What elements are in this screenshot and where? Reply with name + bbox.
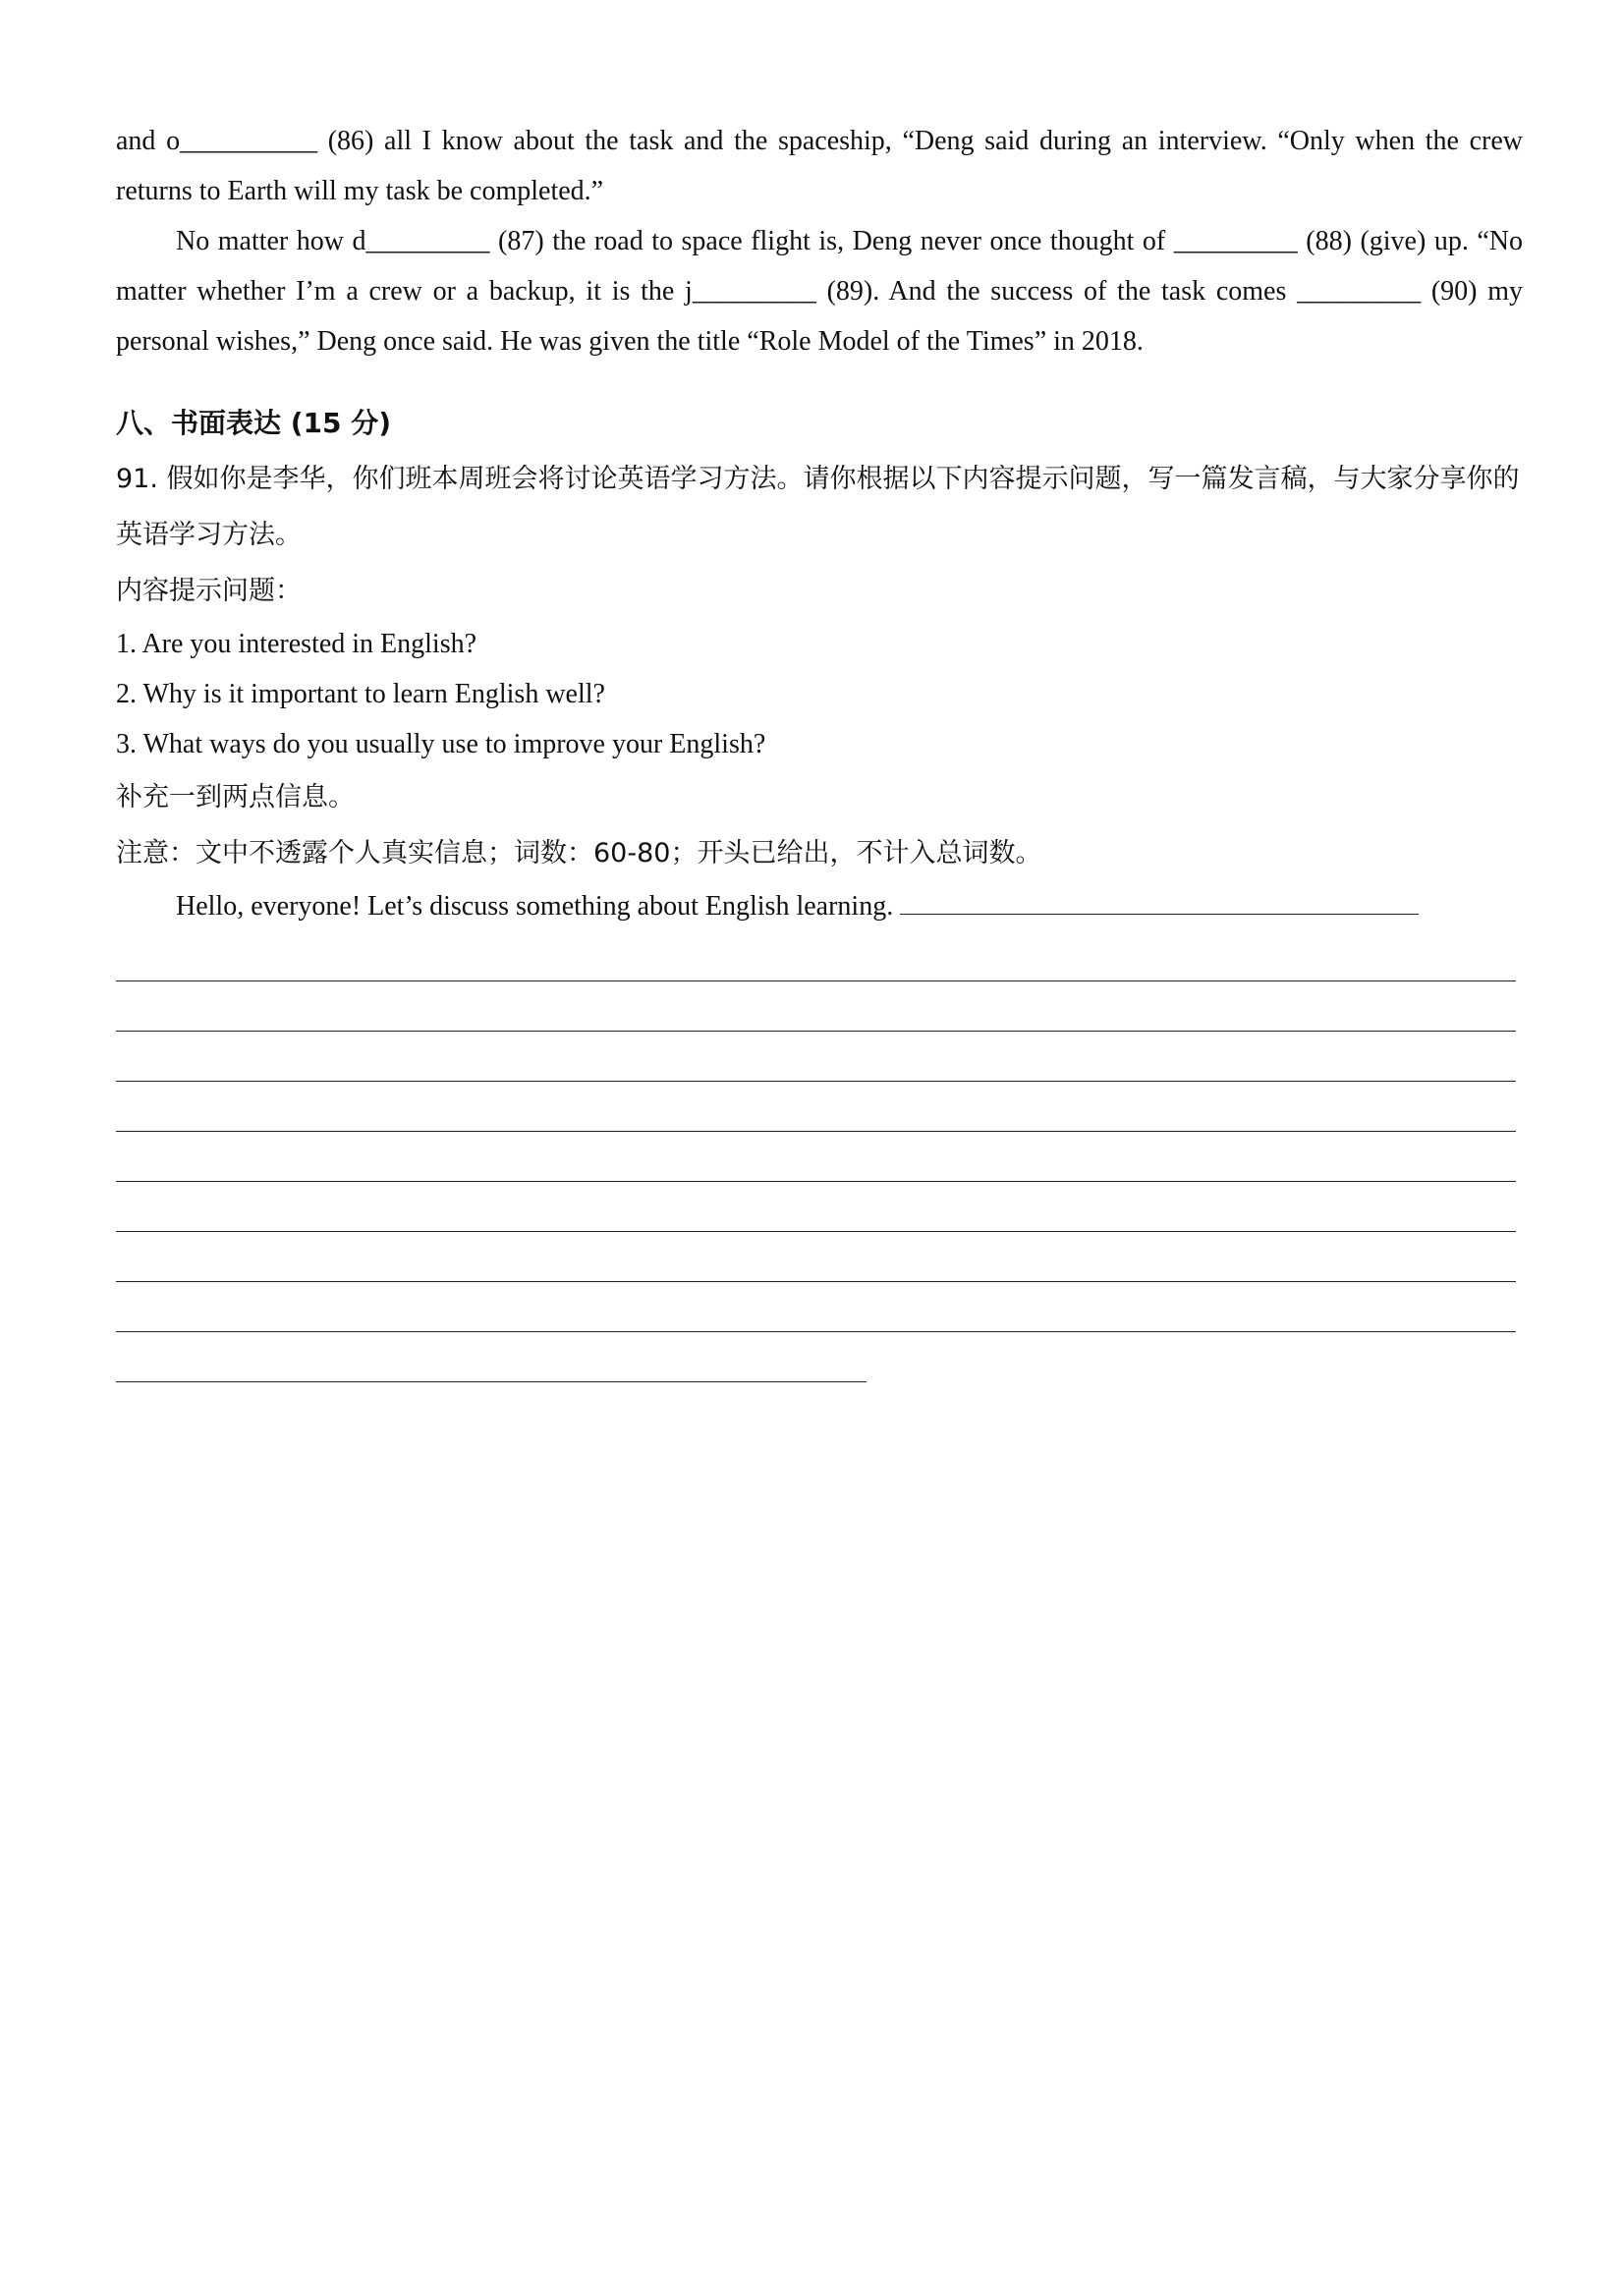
- instructions-note: 注意：文中不透露个人真实信息；词数：60-80；开头已给出，不计入总词数。: [116, 838, 1042, 868]
- prompt-item-3: 3. What ways do you usually use to improve your English?: [116, 729, 766, 759]
- answer-line[interactable]: [116, 1132, 1516, 1182]
- answer-line[interactable]: [116, 1232, 1516, 1282]
- answer-line[interactable]: [116, 981, 1516, 1032]
- answer-line[interactable]: [116, 1032, 1516, 1082]
- answer-blank-inline[interactable]: [900, 884, 1419, 915]
- answer-line-last[interactable]: [116, 1332, 867, 1382]
- answer-line[interactable]: [116, 1182, 1516, 1232]
- supplement-note: 补充一到两点信息。: [116, 782, 355, 812]
- prompt-item-1: 1. Are you interested in English?: [116, 629, 477, 659]
- writing-question: 91. 假如你是李华，你们班本周班会将讨论英语学习方法。请你根据以下内容提示问题，写一篇发言稿，与大家分享你的英语学习方法。: [116, 464, 1520, 550]
- exam-page: [116, 116, 1523, 1382]
- section-title: 八、书面表达 (15 分): [116, 407, 392, 439]
- answer-line[interactable]: [116, 931, 1516, 981]
- answer-first-line[interactable]: [116, 881, 1523, 931]
- answer-line[interactable]: [116, 1082, 1516, 1132]
- prompt-heading: 内容提示问题：: [116, 576, 302, 606]
- passage-paragraph-1: and o__________ (86) all I know about the task and the spaceship, “Deng said during an interview. “Only when the crew returns to Earth will my task be completed.”: [116, 126, 1523, 206]
- opening-sentence: Hello, everyone! Let’s discuss something about English learning.: [176, 891, 894, 922]
- answer-line[interactable]: [116, 1282, 1516, 1332]
- passage-paragraph-2: No matter how d_________ (87) the road to space flight is, Deng never once thought of _________ (88) (give) up. “No matter whether I’m a crew or a backup, it is the j_________ (89). And the success of the task comes _________ (90) my personal wishes,” Deng once said. He was given the title “Role Model of the Times” in 2018.: [116, 226, 1523, 357]
- prompt-item-2: 2. Why is it important to learn English well?: [116, 679, 605, 709]
